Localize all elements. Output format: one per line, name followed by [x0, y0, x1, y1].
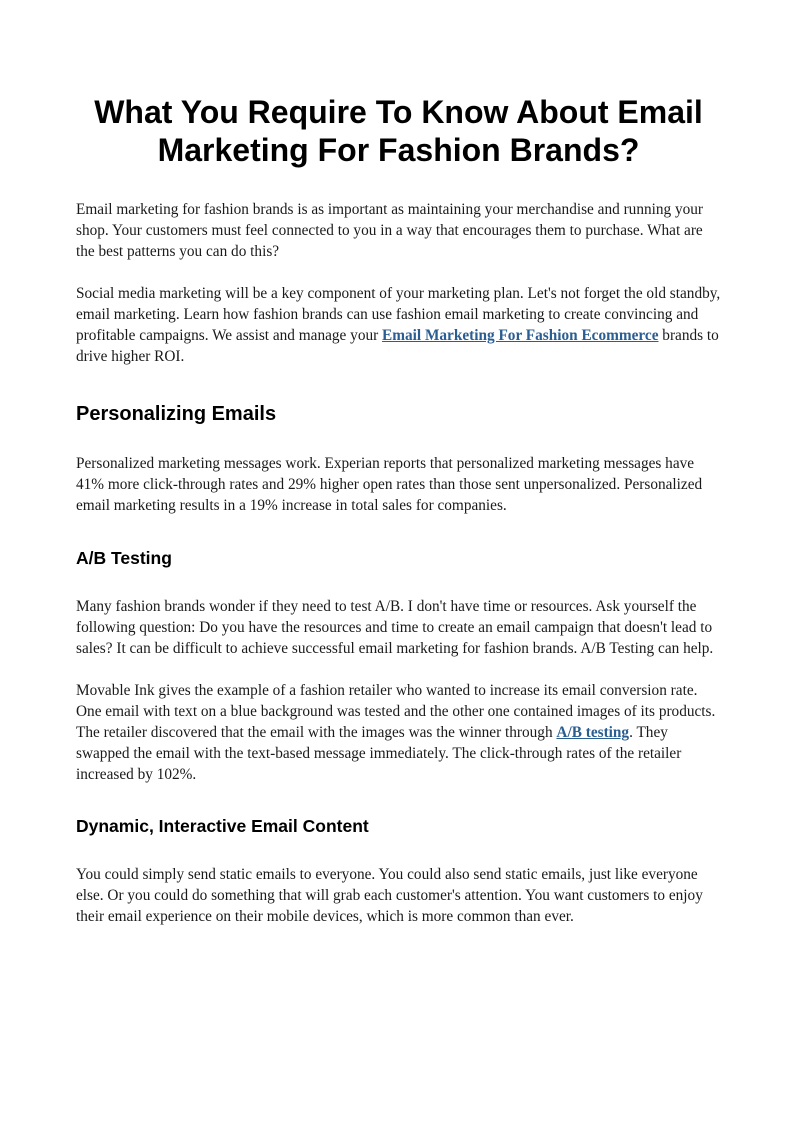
- personalizing-paragraph: Personalized marketing messages work. Experian reports that personalized marketing messages have 41% more click-through rates and 29% higher open rates than those sent unpersonalized. Personalized email marketing results in a 19% increase in total sales for companies.: [76, 455, 703, 514]
- ab-testing-paragraph-2-text: Movable Ink gives the example of a fashion retailer who wanted to increase its email conversion rate. One email with text on a blue background was tested and the other one contained images of its products. The retailer discovered that the email with the images was the winner through: [76, 682, 716, 741]
- ab-testing-paragraph-2-tail: . They swapped the email with the text-based message immediately. The click-through rates of the retailer increased by 102%.: [76, 724, 682, 783]
- document-page: [76, 88, 721, 927]
- dynamic-content-heading: Dynamic, Interactive Email Content: [76, 816, 369, 836]
- ab-testing-paragraph-1: Many fashion brands wonder if they need to test A/B. I don't have time or resources. Ask yourself the following question: Do you have the resources and time to create an email campaign that doesn't lead to sales? It can be difficult to achieve successful email marketing for fashion brands. A/B Testing can help.: [76, 598, 714, 657]
- intro-paragraph-1: Email marketing for fashion brands is as important as maintaining your merchandise and running your shop. Your customers must feel connected to you in a way that encourages them to purchase. What are the best patterns you can do this?: [76, 201, 704, 260]
- ab-testing-link[interactable]: A/B testing: [556, 724, 630, 741]
- intro-paragraph-2-text: Social media marketing will be a key component of your marketing plan. Let's not forget the old standby, email marketing. Learn how fashion brands can use fashion email marketing to create convincing and profitable campaigns. We assist and manage your: [76, 285, 721, 344]
- dynamic-content-paragraph: You could simply send static emails to everyone. You could also send static emails, just like everyone else. Or you could do something that will grab each customer's attention. You want customers to enjoy their email experience on their mobile devices, which is more common than ever.: [76, 866, 703, 925]
- ab-testing-paragraph-2: [76, 680, 721, 785]
- intro-paragraph-2: [76, 283, 721, 367]
- page-title: What You Require To Know About Email Marketing For Fashion Brands?: [94, 94, 703, 168]
- personalizing-emails-heading: Personalizing Emails: [76, 403, 277, 425]
- email-marketing-fashion-ecommerce-link[interactable]: Email Marketing For Fashion Ecommerce: [382, 327, 659, 344]
- ab-testing-heading: A/B Testing: [76, 548, 172, 568]
- intro-paragraph-2-tail: brands to drive higher ROI.: [76, 327, 719, 365]
